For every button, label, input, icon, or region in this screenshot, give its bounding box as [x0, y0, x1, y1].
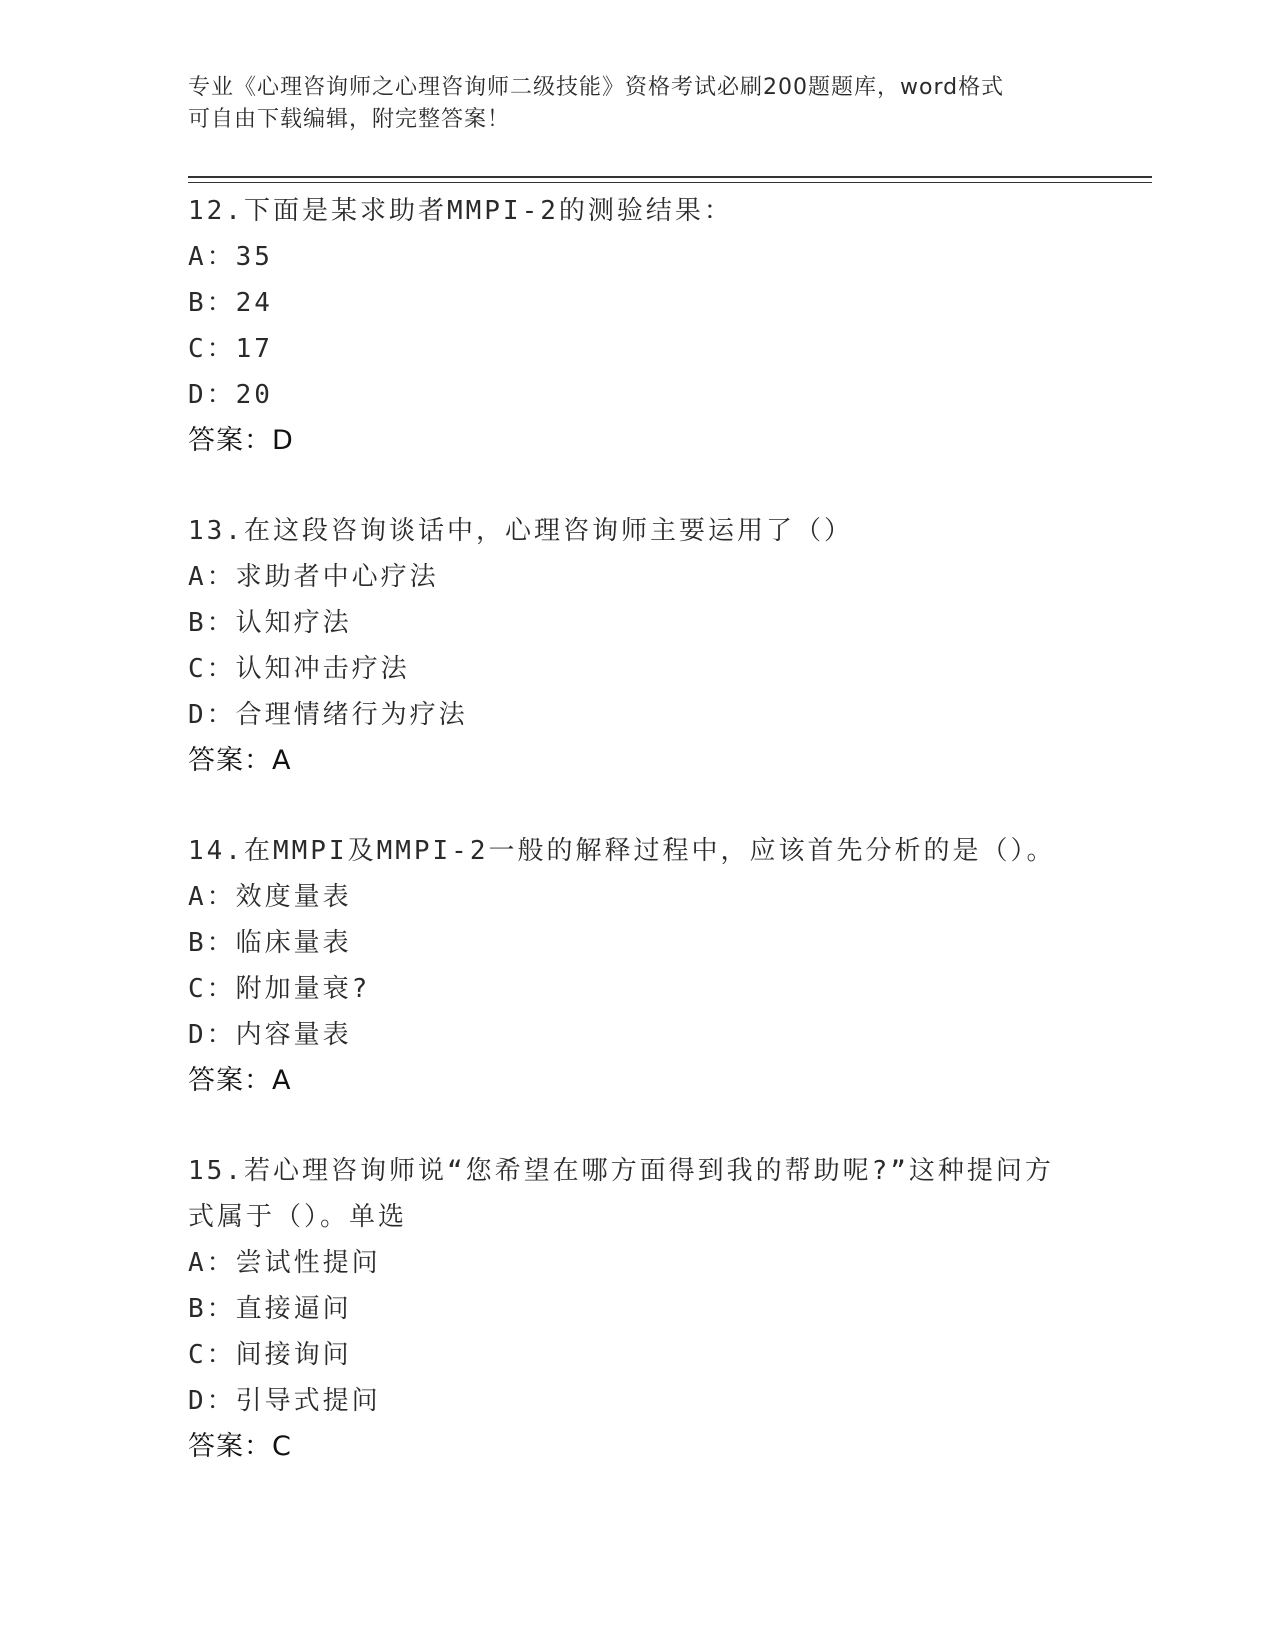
question-text: 12.下面是某求助者MMPI-2的测验结果：: [188, 196, 733, 226]
question-text-line-1: 15.若心理咨询师说“您希望在哪方面得到我的帮助呢?”这种提问方: [188, 1156, 1054, 1186]
option-d: D：20: [188, 380, 273, 410]
answer-label: 答案：A: [188, 745, 292, 776]
option-a: A：效度量表: [188, 882, 352, 912]
option-d: D：合理情绪行为疗法: [188, 700, 468, 730]
option-c: C：附加量衰?: [188, 974, 371, 1004]
option-b: B：认知疗法: [188, 608, 352, 638]
question-text: 13.在这段咨询谈话中，心理咨询师主要运用了（）: [188, 516, 853, 546]
header-line-1: 专业《心理咨询师之心理咨询师二级技能》资格考试必刷200题题库，word格式: [188, 75, 1005, 100]
option-c: C：17: [188, 334, 273, 364]
option-a: A：尝试性提问: [188, 1248, 381, 1278]
option-b: B：24: [188, 288, 273, 318]
question-text-line-2: 式属于（）。单选: [188, 1202, 408, 1232]
question-14: [188, 828, 1088, 1104]
question-13: [188, 508, 1088, 784]
answer-label: 答案：D: [188, 425, 294, 456]
header-line-2: 可自由下载编辑，附完整答案！: [188, 107, 511, 132]
answer-label: 答案：A: [188, 1065, 292, 1096]
option-b: B：临床量表: [188, 928, 352, 958]
option-c: C：认知冲击疗法: [188, 654, 410, 684]
question-12: [188, 188, 1088, 464]
header-divider-thin: [188, 182, 1152, 183]
question-text: 14.在MMPI及MMPI-2一般的解释过程中，应该首先分析的是（）。: [188, 836, 1056, 866]
question-15: [188, 1148, 1088, 1470]
answer-label: 答案：C: [188, 1431, 292, 1462]
document-header: [188, 72, 1068, 136]
option-a: A：35: [188, 242, 273, 272]
option-c: C：间接询问: [188, 1340, 352, 1370]
option-d: D：内容量表: [188, 1020, 352, 1050]
option-b: B：直接逼问: [188, 1294, 352, 1324]
header-divider-thick: [188, 176, 1152, 178]
option-a: A：求助者中心疗法: [188, 562, 439, 592]
option-d: D：引导式提问: [188, 1386, 381, 1416]
